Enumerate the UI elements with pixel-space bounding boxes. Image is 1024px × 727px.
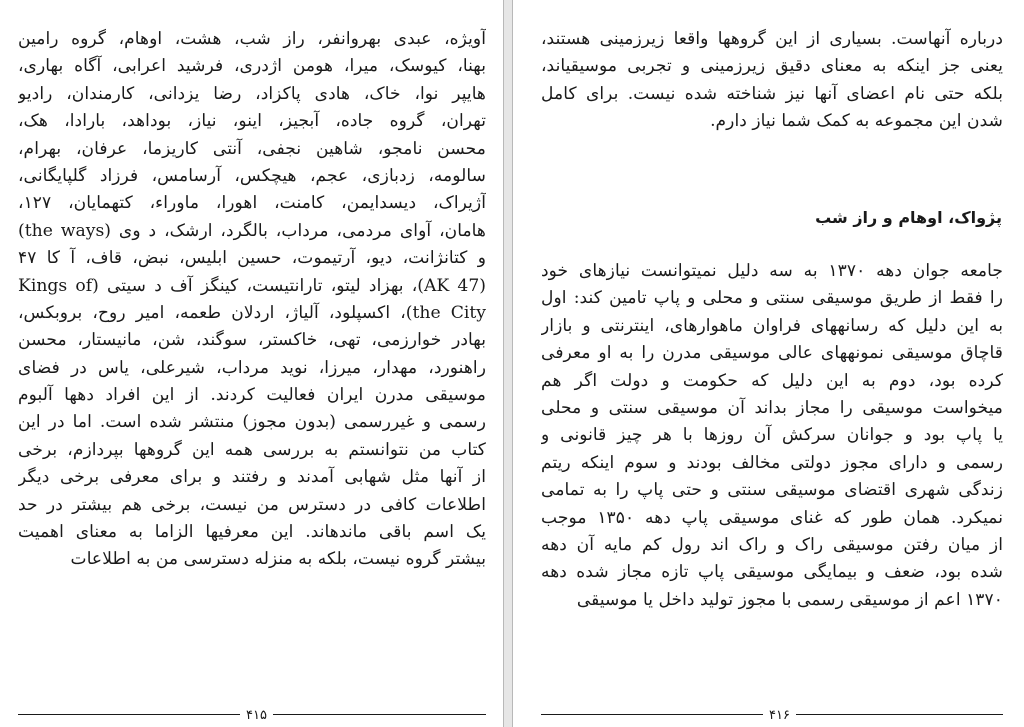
text-line: محسن نامجو، شاهین نجفی، آنتی کاریزما، عرفان، بهرام، — [18, 138, 486, 159]
section-heading: پژواک، اوهام و راز شب — [815, 208, 1002, 227]
text-line: راهنورد، مهدار، میرزا، نوید مرداب، شیرعلی، یاس در فضای — [18, 357, 486, 378]
text-line: رسمی و غیررسمی (بدون مجوز) منتشر شده است. اما در این — [18, 412, 486, 433]
text-line: بیشتر گروه نیست، بلکه به منزله دسترسی من به اطلاعات — [70, 549, 486, 570]
text-line: آژیراک، دیسدایمن، کامنت، اهورا، ماوراء، کتهمایان، ۱۲۷، — [18, 193, 486, 214]
text-line: و کتانژانت، دیو، آرتیموت، حسین ابلیس، نبض، قاف، آ کا ۴۷ — [18, 248, 486, 269]
text-line: موسیقی مدرن ایران فعالیت کردند. از این افراد دهها آلبوم — [18, 385, 486, 406]
text-line: اطلاعات کافی در دسترس من نیست، برخی هم بیشتر در حد — [18, 494, 486, 515]
text-line: به این دلیل که رسانههای فراوان ماهوارهای، اینترنتی و بازار — [541, 315, 1003, 336]
text-line: بهادر خوارزمی، تهی، خاکستر، سوگند، شن، مانیستار، محسن — [18, 330, 486, 351]
text-line: میخواست موسیقی را مجاز بداند آن موسیقی سنتی و محلی — [541, 397, 1003, 418]
text-line: کرده بود، دوم به این دلیل که حکومت و دولت اگر هم — [541, 370, 1003, 391]
right-page-body — [541, 258, 1003, 614]
text-line: ۱۳۷۰ اعم از موسیقی رسمی با مجوز تولید داخل یا موسیقی — [576, 589, 1003, 610]
right-page-intro — [541, 26, 1003, 136]
text-line: یعنی جز اینکه به معنای دقیق زیرزمینی و تجربی موسیقیاند، — [541, 56, 1003, 77]
left-page-number: ۴۱۵ — [240, 708, 273, 723]
book-gutter — [504, 0, 512, 727]
text-line: هایپر نوا، خاک، هادی پاکزاد، رضا یزدانی، کارمندان، رادیو — [18, 83, 486, 104]
text-line: کتاب من نتوانستم به بررسی همه این گروهها بپردازم، برخی — [18, 439, 486, 460]
text-line: شده بود، ضعف و بیمایگی موسیقی پاپ تازه مجاز شده دهه — [541, 562, 1003, 583]
text-line: هامان، آوای مردمی، مرداب، بالگرد، ارشک، د وی (the ways) — [18, 220, 486, 241]
text-line: درباره آنهاست. بسیاری از این گروهها واقعا زیرزمینی هستند، — [541, 29, 1003, 49]
right-page — [512, 0, 1024, 727]
text-line: شدن این مجموعه به کمک شما نیاز دارم. — [710, 111, 1003, 132]
text-line: (AK 47)، بهزاد لیتو، تارانتیست، کینگز آف د سیتی (Kings of — [18, 275, 486, 296]
text-line: را فقط از طریق موسیقی سنتی و محلی و پاپ تامین کند: اول — [541, 288, 1003, 309]
right-page-number: ۴۱۶ — [763, 708, 796, 723]
text-line: the City)، اکسپلود، آلیاژ، اردلان طعمه، امیر روح، بروبکس، — [18, 302, 486, 323]
left-page-text — [18, 26, 486, 574]
text-line: رسمی و دارای مجوز دولتی مخالف بودند و سوم اینکه ریتم — [541, 452, 1003, 473]
text-line: تهران، گروه جاده، آبجیز، اینو، نیاز، بوداهد، بارادا، هک، — [18, 111, 486, 132]
text-line: قاچاق موسیقی نمونههای عالی موسیقی مدرن را به او معرفی — [541, 343, 1003, 364]
text-line: یک اسم باقی ماندهاند. این معرفیها الزاما به معنای اهمیت — [18, 522, 486, 543]
text-line: سالومه، زدبازی، عجم، هیچکس، آرسامس، فرزاد گلپایگانی، — [18, 165, 486, 186]
text-line: زندگی شهری اقتضای موسیقی سنتی و حتی پاپ را به تمامی — [541, 480, 1003, 501]
text-line: از میان رفتن موسیقی راک و راک اند رول کم مایه آن دهه — [541, 534, 1003, 555]
left-page — [0, 0, 504, 727]
text-line: نمیکرد. همان طور که غنای موسیقی پاپ دهه ۱۳۵۰ موجب — [541, 507, 1003, 528]
text-line: جامعه جوان دهه ۱۳۷۰ به سه دلیل نمیتوانست نیازهای خود — [541, 261, 1003, 281]
text-line: یا پاپ بود و جوانان سرکش آن روزها با هر چیز قانونی و — [541, 425, 1003, 446]
text-line: بهنا، کیوسک، میرا، هومن اژدری، فرشید اعرابی، آگاه بهاری، — [18, 56, 486, 77]
text-line: از آنها مثل شهابی آمدند و رفتند و برای معرفی برخی دیگر — [18, 467, 486, 488]
text-line: بلکه حتی نام اعضای آنها نیز شناخته شده نیست. برای کامل — [541, 83, 1003, 104]
text-line: آویژه، عبدی بهروانفر، راز شب، هشت، اوهام، گروه رامین — [18, 29, 486, 49]
